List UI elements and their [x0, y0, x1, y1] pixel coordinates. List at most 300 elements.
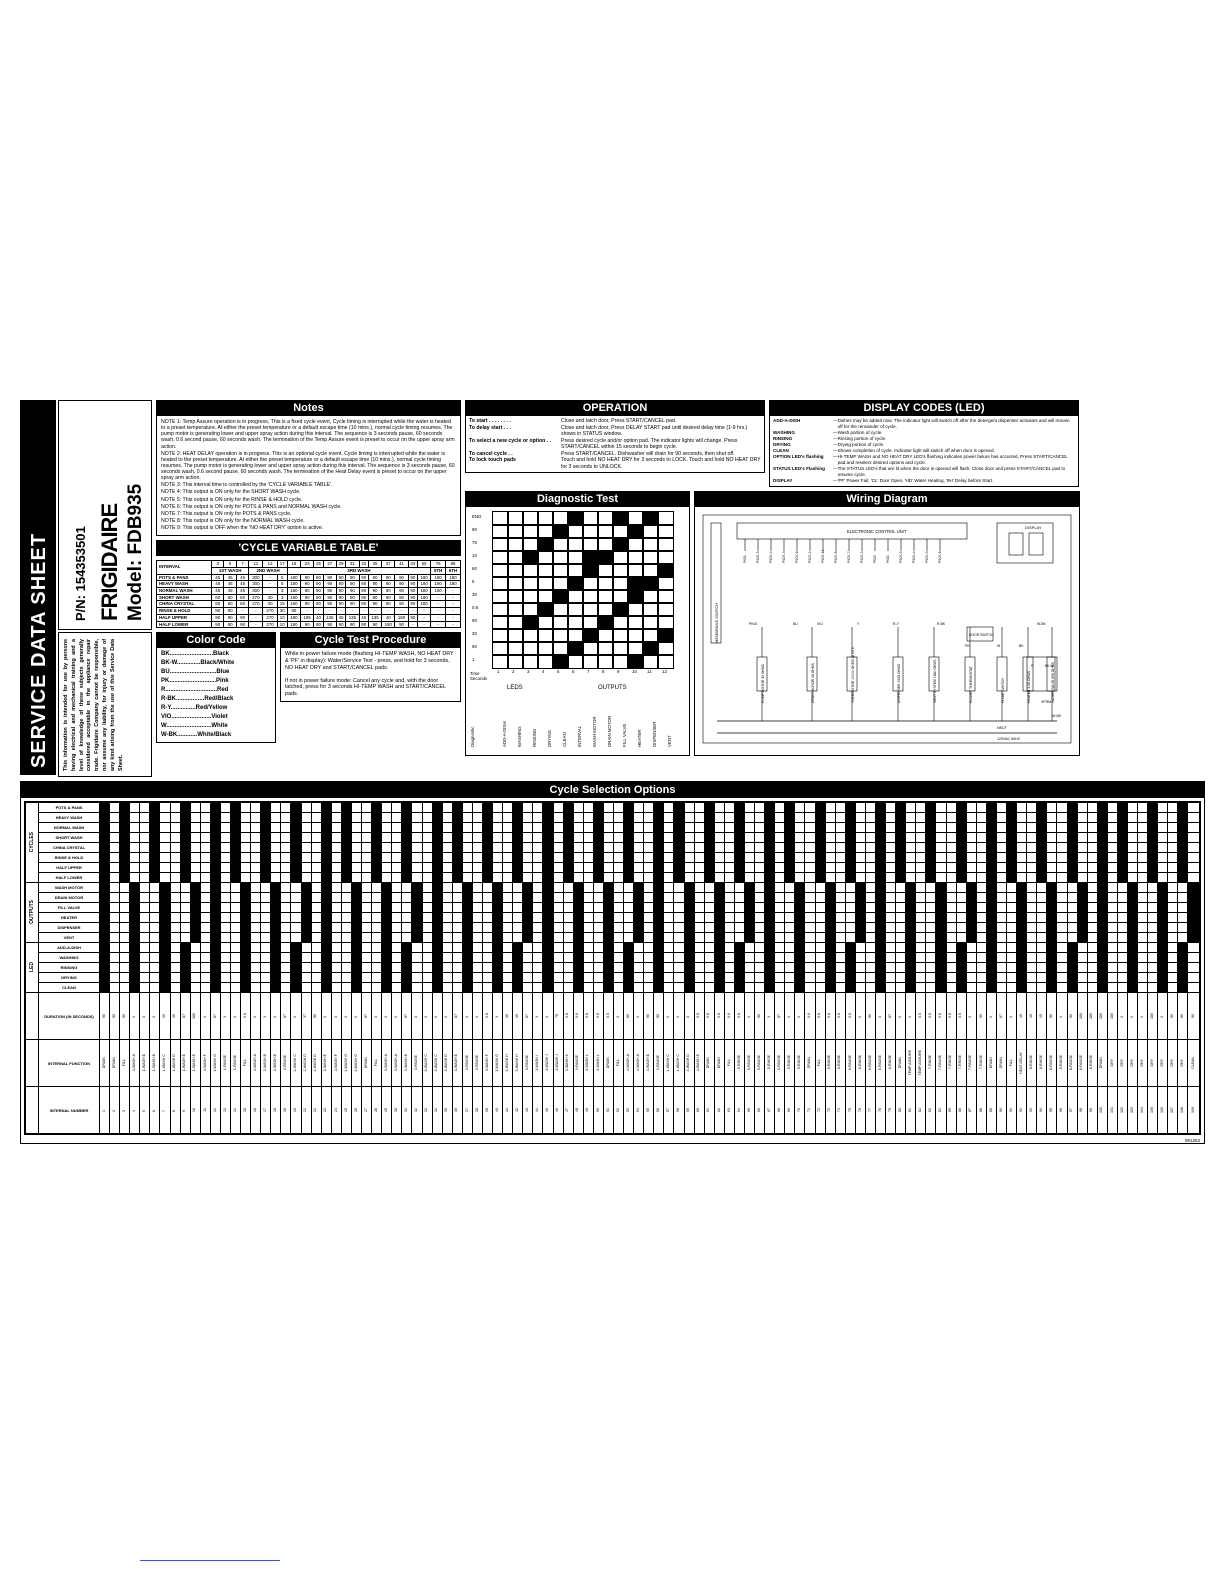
cycle-grid-cell: [1077, 883, 1087, 893]
cycle-grid-cell: [613, 873, 623, 883]
internal-number-cell: 86: [956, 1087, 966, 1134]
cycle-grid-cell: [241, 973, 251, 983]
cycle-grid-cell: [533, 913, 543, 923]
diagnostic-row-label: 60: [472, 565, 477, 571]
cycle-grid-cell: [553, 853, 563, 863]
cycle-grid-cell: [815, 983, 825, 993]
cycle-grid-cell: [996, 833, 1006, 843]
cycle-grid-cell: [876, 893, 886, 903]
cycle-grid-cell: [482, 813, 492, 823]
cycle-grid-cell: [493, 963, 503, 973]
cycle-grid-cell: [1067, 863, 1077, 873]
internal-function-cell: 7-RINSE: [926, 1040, 936, 1087]
cycle-grid-cell: [855, 963, 865, 973]
cycle-grid-cell: [311, 933, 321, 943]
cycle-grid-cell: [160, 803, 170, 813]
cycle-grid-cell: [704, 933, 714, 943]
cycle-grid-cell: [321, 833, 331, 843]
operation-key: To start . . . . . . . .: [469, 418, 511, 424]
cycle-grid-cell: [865, 973, 875, 983]
cycle-grid-cell: [644, 973, 654, 983]
cycle-grid-cell: [1047, 853, 1057, 863]
internal-number-cell: 25: [341, 1087, 351, 1134]
cycle-grid-cell: [523, 973, 533, 983]
cycle-grid-cell: [382, 813, 392, 823]
cycle-grid-cell: [503, 933, 513, 943]
cycle-grid-cell: [916, 943, 926, 953]
operation-title: OPERATION: [465, 400, 765, 416]
duration-cell: 87: [180, 993, 190, 1040]
cycle-grid-cell: [170, 873, 180, 883]
internal-number-cell: 44: [533, 1087, 543, 1134]
cycle-grid-cell: [936, 863, 946, 873]
cycle-grid-cell: [150, 803, 160, 813]
cycle-grid-cell: [1027, 933, 1037, 943]
cycle-grid-cell: [704, 943, 714, 953]
cycle-grid-cell: [231, 843, 241, 853]
cycle-grid-cell: [251, 813, 261, 823]
cycle-grid-cell: [926, 823, 936, 833]
diagnostic-row-label: 10: [472, 552, 477, 558]
cycle-grid-cell: [271, 903, 281, 913]
cycle-grid-cell: [1158, 863, 1168, 873]
cycle-grid-cell: [956, 953, 966, 963]
internal-function-cell: DRAIN: [986, 1040, 996, 1087]
cvt-cell: 135: [323, 614, 336, 621]
cycle-grid-cell: [694, 903, 704, 913]
cycle-grid-cell: [200, 863, 210, 873]
cycle-grid-cell: [422, 833, 432, 843]
internal-number-cell: 55: [644, 1087, 654, 1134]
cycle-grid-cell: [1158, 823, 1168, 833]
cycle-grid-cell: [1067, 913, 1077, 923]
cycle-grid-cell: [1188, 933, 1200, 943]
cycle-grid-cell: [130, 963, 140, 973]
cycle-grid-cell: [966, 863, 976, 873]
cycle-grid-cell: [160, 873, 170, 883]
cycle-grid-cell: [281, 883, 291, 893]
svg-text:VENT SYSTEM 1880 OHMS: VENT SYSTEM 1880 OHMS: [933, 659, 937, 703]
cycle-grid-cell: [351, 823, 361, 833]
cycle-grid-cell: [1067, 823, 1077, 833]
cycle-grid-cell: [120, 933, 130, 943]
cvt-row-label: HALF LOWER: [157, 621, 212, 628]
cycle-grid-cell: [694, 933, 704, 943]
cycle-grid-cell: [321, 853, 331, 863]
cycle-grid-cell: [845, 863, 855, 873]
cycle-grid-cell: [402, 803, 412, 813]
cycle-grid-cell: [825, 963, 835, 973]
cycle-grid-cell: [815, 943, 825, 953]
cycle-grid-cell: [593, 903, 603, 913]
cycle-grid-cell: [462, 833, 472, 843]
cycle-grid-cell: [654, 863, 664, 873]
cycle-grid-cell: [1097, 973, 1107, 983]
cycle-grid-cell: [472, 893, 482, 903]
cycle-grid-cell: [351, 873, 361, 883]
cycle-grid-cell: [674, 933, 684, 943]
internal-number-cell: 109: [1188, 1087, 1200, 1134]
cycle-grid-cell: [815, 853, 825, 863]
cycle-grid-cell: [251, 823, 261, 833]
cycle-grid-cell: [1097, 923, 1107, 933]
cycle-grid-cell: [210, 843, 220, 853]
cycle-grid-cell: [1178, 863, 1188, 873]
internal-number-cell: 75: [845, 1087, 855, 1134]
duration-cell: 3: [493, 993, 503, 1040]
cvt-cell: 60: [236, 594, 248, 601]
cycle-grid-cell: [704, 803, 714, 813]
cycle-grid-cell: [795, 923, 805, 933]
credit-number: 991253: [1184, 1138, 1200, 1143]
cycle-grid-cell: [694, 893, 704, 903]
cycle-grid-cell: [311, 843, 321, 853]
cycle-grid-cell: [1117, 983, 1127, 993]
internal-function-cell: 2-WASH B: [271, 1040, 281, 1087]
cycle-grid-cell: [775, 893, 785, 903]
cycle-grid-cell: [432, 953, 442, 963]
cvt-cell: 15: [277, 601, 287, 608]
cycle-grid-cell: [271, 813, 281, 823]
cycle-grid-cell: [220, 943, 230, 953]
cycle-grid-cell: [160, 903, 170, 913]
internal-function-label: INTERNAL FUNCTION: [39, 1040, 100, 1087]
cycle-grid-cell: [1037, 963, 1047, 973]
cycle-grid-cell: [271, 863, 281, 873]
cycle-grid-cell: [341, 923, 351, 933]
cycle-grid-cell: [291, 973, 301, 983]
cycle-grid-cell: [603, 803, 613, 813]
cvt-row: [157, 608, 461, 615]
cycle-grid-cell: [100, 813, 110, 823]
cycle-grid-cell: [593, 843, 603, 853]
cycle-grid-cell: [573, 823, 583, 833]
internal-function-cell: 2-PAUSE: [281, 1040, 291, 1087]
cycle-grid-cell: [755, 903, 765, 913]
cycle-grid-cell: [100, 943, 110, 953]
cycle-grid-cell: [160, 823, 170, 833]
internal-number-cell: 94: [1037, 1087, 1047, 1134]
cycle-grid-cell: [724, 813, 734, 823]
cycle-grid-cell: [442, 983, 452, 993]
cvt-cell: 90: [336, 621, 345, 628]
cvt-row: [157, 594, 461, 601]
internal-number-cell: 61: [704, 1087, 714, 1134]
cycle-row-label: ADD-A-DISH: [39, 943, 100, 953]
cycle-grid-cell: [654, 853, 664, 863]
cycle-grid-cell: [291, 963, 301, 973]
cycle-grid-cell: [513, 823, 523, 833]
cycle-grid-cell: [291, 803, 301, 813]
cycle-grid-cell: [644, 863, 654, 873]
cvt-cell: 45: [236, 581, 248, 588]
svg-text:BU: BU: [793, 621, 798, 626]
cycle-grid-cell: [734, 843, 744, 853]
cycle-row-label: HALF UPPER: [39, 863, 100, 873]
cycle-grid-cell: [503, 873, 513, 883]
cycle-grid-cell: [261, 983, 271, 993]
internal-number-cell: 92: [1017, 1087, 1027, 1134]
cycle-grid-cell: [704, 903, 714, 913]
cycle-row-label: CHINA CRYSTAL: [39, 843, 100, 853]
cycle-grid-cell: [261, 863, 271, 873]
cycle-grid-cell: [563, 943, 573, 953]
cycle-grid-cell: [271, 833, 281, 843]
cycle-variable-title: 'CYCLE VARIABLE TABLE': [156, 540, 461, 556]
cycle-grid-cell: [855, 893, 865, 903]
cycle-grid-cell: [412, 823, 422, 833]
cycle-grid-cell: [301, 983, 311, 993]
duration-cell: 90: [1067, 993, 1077, 1040]
cycle-grid-cell: [362, 833, 372, 843]
cycle-grid-cell: [311, 823, 321, 833]
internal-function-cell: 3-PAUSE: [523, 1040, 533, 1087]
cycle-grid-row: [26, 973, 1200, 983]
cycle-grid-cell: [513, 843, 523, 853]
cycle-grid-cell: [674, 813, 684, 823]
cycle-grid-cell: [553, 983, 563, 993]
cvt-cell: 90: [382, 581, 395, 588]
cycle-grid-cell: [523, 863, 533, 873]
cycle-grid-cell: [271, 803, 281, 813]
cycle-grid-cell: [916, 883, 926, 893]
cycle-grid-cell: [936, 973, 946, 983]
cycle-grid-cell: [543, 913, 553, 923]
cycle-grid-cell: [785, 983, 795, 993]
cycle-grid-cell: [392, 843, 402, 853]
internal-function-cell: DRY: [1168, 1040, 1178, 1087]
cycle-grid-cell: [704, 823, 714, 833]
svg-text:HEATER 9.28 OHMS: HEATER 9.28 OHMS: [1027, 670, 1031, 703]
cycle-grid-cell: [160, 893, 170, 903]
cycle-grid-cell: [845, 913, 855, 923]
cycle-grid-cell: [372, 823, 382, 833]
cycle-grid-cell: [130, 873, 140, 883]
cycle-grid-cell: [1127, 803, 1137, 813]
cycle-grid-cell: [533, 843, 543, 853]
internal-function-cell: 5-PAUSE: [745, 1040, 755, 1087]
cycle-grid-cell: [825, 893, 835, 903]
cycle-grid-cell: [523, 923, 533, 933]
svg-text:W-BK: W-BK: [1052, 713, 1062, 718]
internal-number-cell: 71: [805, 1087, 815, 1134]
internal-number-cell: 58: [674, 1087, 684, 1134]
cycle-grid-cell: [362, 983, 372, 993]
cycle-grid-cell: [805, 883, 815, 893]
cycle-grid-cell: [493, 913, 503, 923]
cvt-cell: 90: [382, 588, 395, 595]
internal-function-cell: 3-PAUSE: [573, 1040, 583, 1087]
cycle-grid-cell: [351, 883, 361, 893]
cycle-grid-cell: [634, 873, 644, 883]
cycle-grid-cell: [1037, 903, 1047, 913]
cycle-grid-cell: [835, 903, 845, 913]
cycle-grid-cell: [996, 963, 1006, 973]
cycle-grid-cell: [452, 973, 462, 983]
cycle-grid-cell: [402, 873, 412, 883]
cycle-grid-cell: [422, 873, 432, 883]
cycle-grid-cell: [1138, 823, 1148, 833]
cycle-grid-cell: [1007, 833, 1017, 843]
cycle-grid-cell: [976, 853, 986, 863]
cycle-grid-cell: [553, 903, 563, 913]
cycle-grid-cell: [664, 813, 674, 823]
cycle-grid-cell: [624, 933, 634, 943]
cycle-grid-cell: [523, 893, 533, 903]
cvt-cell: 90: [323, 588, 336, 595]
cycle-grid-cell: [382, 963, 392, 973]
cycle-grid-cell: [573, 973, 583, 983]
cycle-grid-cell: [1127, 833, 1137, 843]
internal-number-cell: 105: [1148, 1087, 1158, 1134]
cycle-grid-cell: [765, 963, 775, 973]
cycle-grid-cell: [825, 883, 835, 893]
cycle-grid-cell: [472, 843, 482, 853]
cycle-grid-cell: [755, 963, 765, 973]
cycle-grid-cell: [563, 873, 573, 883]
cvt-cell: 90: [408, 601, 417, 608]
cycle-grid-cell: [1138, 943, 1148, 953]
svg-text:VIO: VIO: [817, 621, 823, 626]
cycle-grid-cell: [281, 973, 291, 983]
cycle-grid-cell: [472, 823, 482, 833]
cycle-grid-cell: [855, 913, 865, 923]
cvt-cell: -: [418, 621, 431, 628]
internal-number-cell: 72: [815, 1087, 825, 1134]
cycle-grid-cell: [1138, 833, 1148, 843]
cycle-grid-cell: [603, 903, 613, 913]
duration-cell: 0.6: [805, 993, 815, 1040]
cycle-grid-cell: [170, 983, 180, 993]
cycle-grid-cell: [140, 953, 150, 963]
cycle-grid-cell: [775, 923, 785, 933]
cycle-grid-cell: [1168, 883, 1178, 893]
color-code-item: PK............................Pink: [161, 678, 229, 685]
duration-cell: 3: [785, 993, 795, 1040]
cvt-cell: 90: [314, 594, 323, 601]
cycle-grid-cell: [936, 953, 946, 963]
cycle-grid-cell: [573, 943, 583, 953]
cycle-grid-cell: [382, 983, 392, 993]
duration-cell: 3: [271, 993, 281, 1040]
cycle-grid-cell: [996, 823, 1006, 833]
service-data-sheet-banner: [20, 400, 56, 775]
cycle-grid-cell: [654, 813, 664, 823]
cvt-cell: 180: [418, 574, 431, 581]
svg-text:PSCK-7: PSCK-7: [847, 551, 851, 563]
internal-function-cell: FILL: [724, 1040, 734, 1087]
internal-number-cell: 56: [654, 1087, 664, 1134]
cycle-grid-cell: [392, 923, 402, 933]
cycle-grid-cell: [472, 933, 482, 943]
cycle-grid-cell: [503, 983, 513, 993]
internal-number-cell: 14: [231, 1087, 241, 1134]
cycle-grid-cell: [1117, 833, 1127, 843]
operation-key: To select a new cycle or option . .: [469, 437, 552, 444]
cycle-grid-cell: [724, 943, 734, 953]
cycle-grid-cell: [1047, 803, 1057, 813]
cycle-grid-cell: [583, 893, 593, 903]
internal-number-cell: 80: [896, 1087, 906, 1134]
cycle-grid-cell: [996, 943, 1006, 953]
cycle-grid-cell: [966, 973, 976, 983]
duration-cell: 0.6: [845, 993, 855, 1040]
cycle-grid-cell: [291, 813, 301, 823]
diagnostic-col-number: 3: [527, 668, 530, 674]
cycle-grid-cell: [120, 983, 130, 993]
duration-cell: 3: [674, 993, 684, 1040]
internal-function-cell: 1-WASH B: [150, 1040, 160, 1087]
cvt-cell: 90: [359, 588, 368, 595]
cycle-grid-cell: [150, 843, 160, 853]
cycle-grid-cell: [1057, 983, 1067, 993]
cycle-grid-cell: [513, 943, 523, 953]
cycle-grid-cell: [573, 813, 583, 823]
cycle-grid-cell: [785, 833, 795, 843]
cycle-grid-cell: [1097, 953, 1107, 963]
cvt-cell: 90: [408, 614, 417, 621]
cycle-grid-cell: [392, 823, 402, 833]
cycle-selection-title: Cycle Selection Options: [21, 782, 1204, 798]
cycle-grid-cell: [694, 863, 704, 873]
cycle-grid-cell: [704, 873, 714, 883]
cycle-grid-cell: [906, 853, 916, 863]
svg-text:PSCK-6: PSCK-6: [795, 551, 799, 563]
cycle-grid-cell: [432, 933, 442, 943]
cycle-grid-cell: [261, 823, 271, 833]
cycle-grid-cell: [603, 983, 613, 993]
cycle-grid-cell: [341, 833, 351, 843]
cvt-cell: 90: [212, 614, 224, 621]
cycle-grid-cell: [402, 913, 412, 923]
cycle-grid-cell: [382, 893, 392, 903]
cycle-grid-cell: [513, 963, 523, 973]
cycle-grid-cell: [996, 893, 1006, 903]
cycle-grid-cell: [261, 973, 271, 983]
cycle-grid-cell: [231, 973, 241, 983]
cycle-section-name: LED: [26, 943, 39, 993]
cycle-grid-cell: [301, 863, 311, 873]
cycle-grid-cell: [372, 943, 382, 953]
cycle-grid-cell: [644, 923, 654, 933]
internal-number-cell: 22: [311, 1087, 321, 1134]
svg-text:Y: Y: [857, 621, 860, 626]
cycle-grid-cell: [120, 813, 130, 823]
cycle-grid-cell: [160, 943, 170, 953]
duration-cell: 30: [503, 993, 513, 1040]
internal-number-cell: 30: [392, 1087, 402, 1134]
internal-function-cell: DRY: [1107, 1040, 1117, 1087]
cycle-grid-cell: [795, 943, 805, 953]
cvt-cell: 180: [418, 601, 431, 608]
cycle-grid-cell: [956, 803, 966, 813]
cycle-grid-cell: [432, 913, 442, 923]
cycle-grid-cell: [523, 883, 533, 893]
cycle-grid-cell: [543, 943, 553, 953]
cycle-grid-cell: [493, 823, 503, 833]
cycle-grid-cell: [180, 833, 190, 843]
cycle-grid-cell: [886, 863, 896, 873]
cycle-grid-cell: [392, 883, 402, 893]
cycle-grid-cell: [785, 923, 795, 933]
cycle-grid-cell: [765, 803, 775, 813]
cycle-grid-cell: [583, 803, 593, 813]
cycle-grid-cell: [472, 973, 482, 983]
disclaimer-box: [58, 632, 152, 777]
cvt-cell: -: [408, 621, 417, 628]
cycle-grid-cell: [1067, 853, 1077, 863]
cycle-grid-cell: [392, 903, 402, 913]
